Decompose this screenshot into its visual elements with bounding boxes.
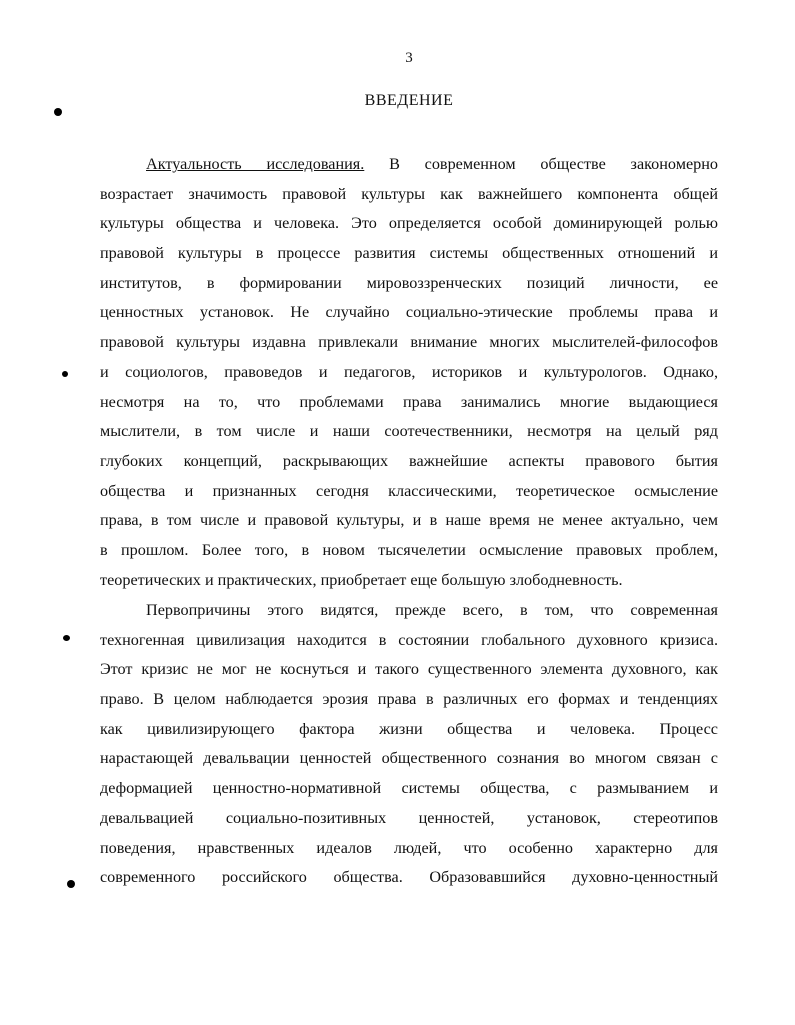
text-line: общества и признанных сегодня классическими, теоретическое осмысление [100, 481, 718, 500]
text-line: в прошлом. Более того, в новом тысячелетии осмысление правовых проблем, [100, 540, 718, 559]
text-line: теоретических и практических, приобретает еще большую злободневность. [100, 570, 623, 589]
text-line: культуры общества и человека. Это определяется особой доминирующей ролью [100, 214, 718, 233]
section-heading: ВВЕДЕНИЕ [364, 92, 454, 109]
text-line: девальвацией социально-позитивных ценностей, установок, стереотипов [100, 808, 718, 827]
text-line: право. В целом наблюдается эрозия права в различных его формах и тенденциях [100, 690, 718, 709]
text-line: возрастает значимость правовой культуры как важнейшего компонента общей [100, 184, 718, 203]
margin-mark [63, 635, 70, 641]
text-line: права, в том числе и правовой культуры, и в наше время не менее актуально, чем [100, 511, 718, 530]
text-line: Первопричины этого видятся, прежде всего, в том, что современная [146, 601, 718, 619]
text-line: поведения, нравственных идеалов людей, что особенно характерно для [100, 838, 718, 857]
text-line: Этот кризис не мог не коснуться и такого существенного элемента духовного, как [100, 660, 718, 679]
text-line: техногенная цивилизация находится в состоянии глобального духовного кризиса. [100, 630, 718, 649]
text-line [100, 150, 718, 180]
margin-mark [54, 108, 62, 116]
paragraph-root-causes [100, 596, 718, 893]
margin-mark [62, 371, 68, 377]
text-line: институтов, в формировании мировоззренческих позиций личности, ее [100, 273, 718, 292]
relevance-lead: Актуальность исследования. [146, 155, 365, 173]
paragraph-relevance [100, 150, 718, 595]
text-line: и социологов, правоведов и педагогов, историков и культурологов. Однако, [100, 362, 718, 381]
text-line: несмотря на то, что проблемами права занимались многие выдающиеся [100, 392, 718, 411]
text-line-content: В современном обществе закономерно [389, 155, 718, 173]
text-line: нарастающей девальвации ценностей общественного сознания во многом связан с [100, 749, 718, 768]
text-line: глубоких концепций, раскрывающих важнейшие аспекты правового бытия [100, 451, 718, 470]
text-line: правовой культуры в процессе развития системы общественных отношений и [100, 244, 718, 263]
text-line: как цивилизирующего фактора жизни общества и человека. Процесс [100, 719, 718, 738]
margin-mark [67, 880, 75, 888]
text-line: ценностных установок. Не случайно социально-этические проблемы права и [100, 303, 718, 322]
text-line: современного российского общества. Образовавшийся духовно-ценностный [100, 868, 718, 887]
text-line: правовой культуры издавна привлекали внимание многих мыслителей-философов [100, 333, 718, 352]
page-number: 3 [405, 50, 413, 66]
text-line: мыслители, в том числе и наши соотечественники, несмотря на целый ряд [100, 422, 718, 441]
text-line: деформацией ценностно-нормативной системы общества, с размыванием и [100, 779, 718, 798]
